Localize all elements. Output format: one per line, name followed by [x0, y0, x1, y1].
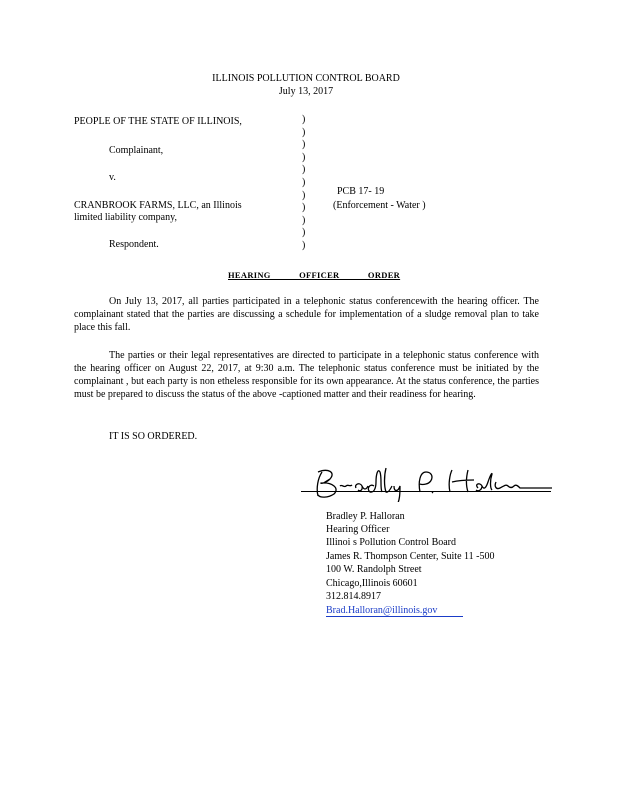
signer-phone: 312.814.8917	[326, 591, 381, 602]
signer-address-line1: James R. Thompson Center, Suite 11 -500	[326, 551, 495, 562]
defendant-name-line1: CRANBROOK FARMS, LLC, an Illinois	[74, 200, 242, 211]
caption-parentheses: ) ) ) ) ) ) ) ) ) ) )	[302, 114, 306, 251]
signature-line	[301, 491, 551, 492]
board-name: ILLINOIS POLLUTION CONTROL BOARD	[212, 73, 400, 84]
order-title	[228, 269, 400, 282]
order-title-text: HEARING OFFICER ORDER	[228, 270, 401, 280]
signer-email-link[interactable]: Brad.Halloran@illinois.gov	[326, 605, 463, 617]
paragraph-2: The parties or their legal representatives are directed to participate in a telephonic status conference with the hearing officer on August 22, 2017, at 9:30 a.m. The telephonic status conference must be initiated by the complainant , but each party is non etheless responsible for its own appearance. At the status conference, the parties must be prepared to discuss the status of the above -captioned matter and their readiness for hearing.	[74, 350, 539, 400]
signer-city: Chicago,Illinois 60601	[326, 578, 418, 589]
versus-label: v.	[109, 172, 116, 183]
order-date: July 13, 2017	[278, 86, 334, 97]
signer-address-line2: 100 W. Randolph Street	[326, 564, 422, 575]
plaintiff-name: PEOPLE OF THE STATE OF ILLINOIS,	[74, 116, 242, 127]
signer-title: Hearing Officer	[326, 524, 390, 535]
paragraph-1: On July 13, 2017, all parties participated in a telephonic status conferencewith the hearing officer. The complainant stated that the parties are discussing a schedule for implementation of a sludge removal plan to take place this fall.	[74, 296, 539, 333]
so-ordered: IT IS SO ORDERED.	[109, 431, 198, 442]
complainant-label: Complainant,	[109, 145, 164, 156]
handwritten-signature	[302, 462, 557, 502]
case-number: PCB 17- 19	[337, 186, 385, 197]
respondent-label: Respondent.	[109, 239, 159, 250]
case-type: (Enforcement - Water )	[333, 200, 426, 211]
signer-board: Illinoi s Pollution Control Board	[326, 537, 457, 548]
defendant-name-line2: limited liability company,	[74, 212, 177, 223]
signer-name: Bradley P. Halloran	[326, 511, 405, 522]
signer-email-row	[326, 605, 463, 617]
